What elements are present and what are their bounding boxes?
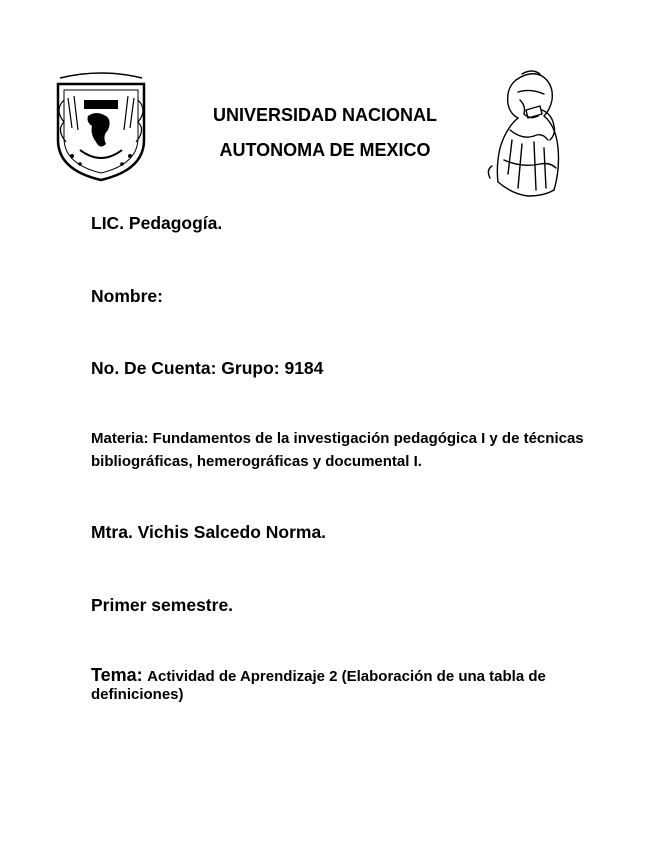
degree-program: LIC. Pedagogía. [91, 213, 223, 233]
teacher-name: Mtra. Vichis Salcedo Norma. [91, 522, 327, 542]
university-name-line1: UNIVERSIDAD NACIONAL [212, 105, 437, 125]
account-group: No. De Cuenta: Grupo: 9184 [91, 358, 324, 378]
topic [91, 665, 611, 704]
student-name-label: Nombre: [91, 286, 163, 306]
unam-seal-icon [50, 70, 152, 182]
topic-label: Tema: [91, 665, 143, 685]
semester: Primer semestre. [91, 595, 234, 615]
university-name-line2: AUTONOMA DE MEXICO [219, 140, 431, 160]
topic-value: Actividad de Aprendizaje 2 (Elaboración de una tabla de definiciones) [91, 668, 546, 703]
subject: Materia: Fundamentos de la investigación pedagógica I y de técnicas bibliográficas, hemerográficas y documental I. [91, 430, 584, 470]
athena-icon [482, 70, 570, 200]
